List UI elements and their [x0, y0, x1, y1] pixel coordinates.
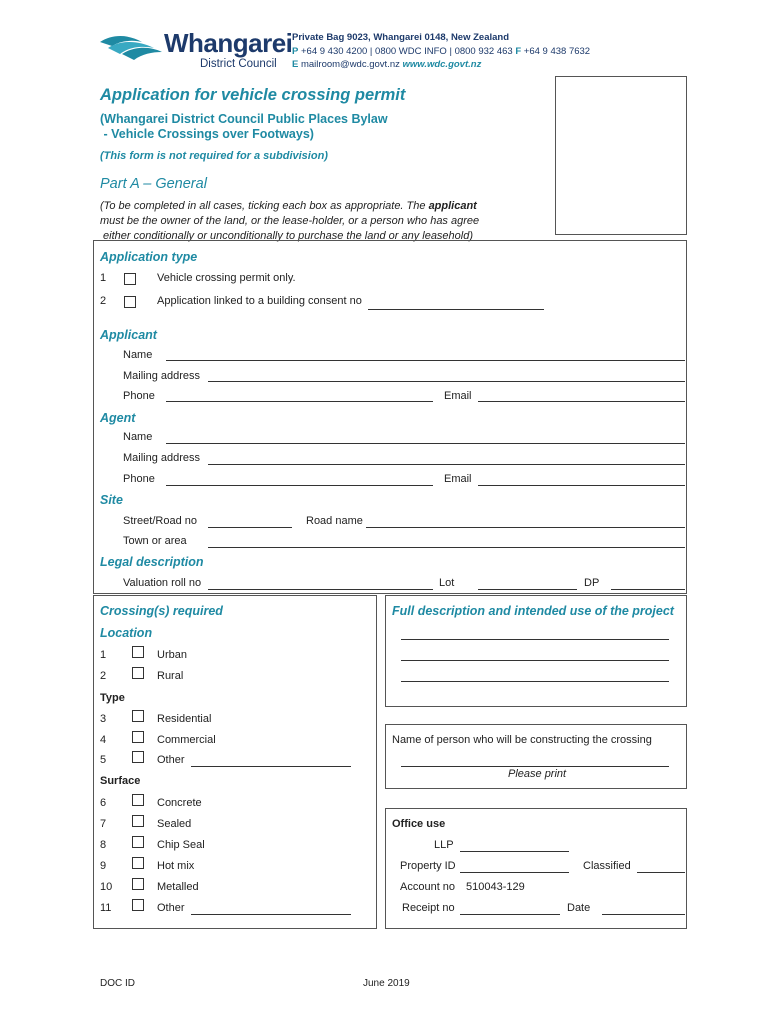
type-heading: Type [100, 692, 125, 704]
applicant-phone-field[interactable] [166, 401, 433, 402]
agent-phone-field[interactable] [166, 485, 433, 486]
surface-10-checkbox[interactable] [132, 878, 144, 890]
valuation-label: Valuation roll no [123, 577, 202, 589]
applicant-email-field[interactable] [478, 401, 685, 402]
surface-7-num: 7 [100, 818, 107, 830]
account-value: 510043-129 [466, 881, 525, 893]
agent-email-label: Email [444, 473, 472, 485]
surface-11-label: Other [157, 902, 185, 914]
type-other-field[interactable] [191, 766, 351, 767]
phone-line [292, 46, 590, 57]
type-3-label: Residential [157, 713, 212, 725]
surface-heading: Surface [100, 775, 141, 787]
classified-field[interactable] [637, 872, 685, 873]
surface-other-field[interactable] [191, 914, 351, 915]
agent-name-label: Name [123, 431, 153, 443]
constructor-name-field[interactable] [401, 766, 669, 767]
bylaw-line-2: - Vehicle Crossings over Footways) [100, 127, 314, 141]
street-no-field[interactable] [208, 527, 292, 528]
surface-10-label: Metalled [157, 881, 199, 893]
email-address[interactable]: mailroom@wdc.govt.nz [300, 59, 400, 70]
phone-numbers: +64 9 430 4200 | 0800 WDC INFO | 0800 932 463 [300, 46, 513, 57]
type-5-num: 5 [100, 754, 107, 766]
applicant-heading: Applicant [100, 328, 157, 342]
app-type-2-label: Application linked to a building consent no [157, 295, 362, 307]
surface-8-num: 8 [100, 839, 107, 851]
constructor-label: Name of person who will be constructing the crossing [392, 734, 652, 746]
address: Private Bag 9023, Whangarei 0148, New Zealand [292, 32, 510, 43]
page-title: Application for vehicle crossing permit [100, 86, 406, 104]
receipt-label: Receipt no [402, 902, 455, 914]
type-4-label: Commercial [157, 734, 216, 746]
wave-logo-icon [98, 32, 164, 62]
type-5-label: Other [157, 754, 185, 766]
classified-label: Classified [583, 860, 631, 872]
surface-9-label: Hot mix [157, 860, 195, 872]
dp-label: DP [584, 577, 600, 589]
agent-name-field[interactable] [166, 443, 685, 444]
agent-heading: Agent [100, 411, 136, 425]
contact-block [292, 32, 622, 72]
bylaw-line-1: (Whangarei District Council Public Places Bylaw [100, 112, 388, 126]
logo [98, 28, 293, 74]
instr-line-3: either conditionally or unconditionally to purchase the land or any leasehold) [100, 230, 474, 242]
constructor-hint: Please print [508, 768, 567, 780]
legal-heading: Legal description [100, 555, 204, 569]
loc-1-checkbox[interactable] [132, 646, 144, 658]
surface-10-num: 10 [100, 881, 113, 893]
surface-6-label: Concrete [157, 797, 202, 809]
loc-2-label: Rural [157, 670, 184, 682]
instr-line-1: (To be completed in all cases, ticking each box as appropriate. The [100, 200, 429, 212]
application-type-heading: Application type [100, 250, 198, 264]
applicant-email-label: Email [444, 390, 472, 402]
applicant-mailing-label: Mailing address [123, 370, 201, 382]
location-heading: Location [100, 626, 153, 640]
loc-2-num: 2 [100, 670, 107, 682]
property-id-field[interactable] [460, 872, 569, 873]
type-4-num: 4 [100, 734, 107, 746]
app-type-1-checkbox[interactable] [124, 273, 136, 285]
description-line-3[interactable] [401, 681, 669, 682]
valuation-field[interactable] [208, 589, 433, 590]
description-line-1[interactable] [401, 639, 669, 640]
office-use-heading: Office use [392, 818, 446, 830]
description-line-2[interactable] [401, 660, 669, 661]
surface-6-num: 6 [100, 797, 107, 809]
phone-prefix: P [292, 46, 299, 57]
date-label: Date [567, 902, 591, 914]
app-type-2-num: 2 [100, 295, 107, 307]
applicant-phone-label: Phone [123, 390, 155, 402]
applicant-name-field[interactable] [166, 360, 685, 361]
llp-label: LLP [434, 839, 454, 851]
type-5-checkbox[interactable] [132, 751, 144, 763]
description-heading: Full description and intended use of the project [392, 604, 674, 618]
org-sub: District Council [200, 58, 277, 70]
site-heading: Site [100, 493, 123, 507]
town-field[interactable] [208, 547, 685, 548]
property-id-label: Property ID [400, 860, 456, 872]
loc-1-num: 1 [100, 649, 107, 661]
surface-9-num: 9 [100, 860, 107, 872]
date-field[interactable] [602, 914, 685, 915]
surface-9-checkbox[interactable] [132, 857, 144, 869]
email-prefix: E [292, 59, 299, 70]
agent-mailing-field[interactable] [208, 464, 685, 465]
agent-mailing-label: Mailing address [123, 452, 201, 464]
type-4-checkbox[interactable] [132, 731, 144, 743]
dp-field[interactable] [611, 589, 685, 590]
footer-date: June 2019 [363, 978, 410, 989]
receipt-field[interactable] [460, 914, 560, 915]
instr-applicant: applicant [428, 200, 477, 212]
fax-prefix: F [515, 46, 522, 57]
lot-field[interactable] [478, 589, 577, 590]
crossing-heading: Crossing(s) required [100, 604, 223, 618]
email-line [292, 59, 481, 70]
town-label: Town or area [123, 535, 187, 547]
loc-2-checkbox[interactable] [132, 667, 144, 679]
lot-label: Lot [439, 577, 455, 589]
photo-box [555, 76, 687, 235]
fax-number: +64 9 438 7632 [523, 46, 591, 57]
instr-line-2: must be the owner of the land, or the lease-holder, or a person who has agree [100, 215, 480, 227]
type-3-checkbox[interactable] [132, 710, 144, 722]
app-type-1-num: 1 [100, 272, 107, 284]
surface-8-checkbox[interactable] [132, 836, 144, 848]
website-link[interactable]: www.wdc.govt.nz [402, 59, 482, 70]
org-name: Whangarei [164, 28, 293, 58]
surface-8-label: Chip Seal [157, 839, 205, 851]
account-label: Account no [400, 881, 456, 893]
surface-11-checkbox[interactable] [132, 899, 144, 911]
surface-7-checkbox[interactable] [132, 815, 144, 827]
part-a-instructions [100, 199, 520, 244]
part-a-heading: Part A – General [100, 176, 207, 192]
loc-1-label: Urban [157, 649, 187, 661]
doc-id: DOC ID [100, 978, 135, 989]
type-3-num: 3 [100, 713, 107, 725]
subdivision-note: (This form is not required for a subdivision) [100, 150, 328, 162]
applicant-mailing-field[interactable] [208, 381, 685, 382]
app-type-1-label: Vehicle crossing permit only. [157, 272, 296, 284]
street-no-label: Street/Road no [123, 515, 197, 527]
surface-11-num: 11 [100, 902, 112, 914]
road-name-field[interactable] [366, 527, 685, 528]
llp-field[interactable] [460, 851, 569, 852]
agent-email-field[interactable] [478, 485, 685, 486]
surface-6-checkbox[interactable] [132, 794, 144, 806]
agent-phone-label: Phone [123, 473, 155, 485]
app-type-2-checkbox[interactable] [124, 296, 136, 308]
road-name-label: Road name [306, 515, 363, 527]
surface-7-label: Sealed [157, 818, 192, 830]
building-consent-field[interactable] [368, 309, 544, 310]
applicant-name-label: Name [123, 349, 153, 361]
